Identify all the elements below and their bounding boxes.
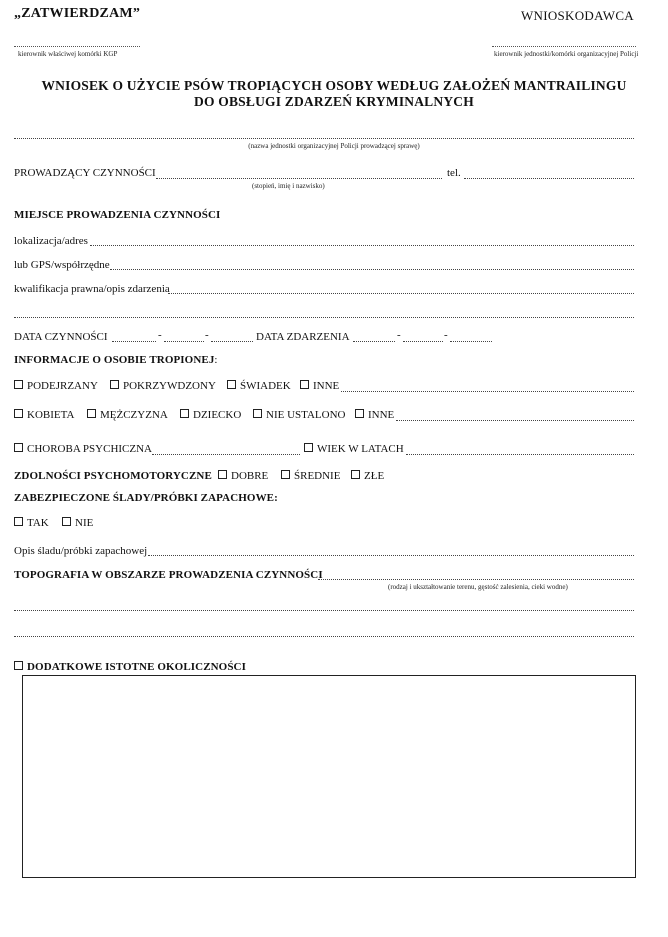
form-title-line1: WNIOSEK O UŻYCIE PSÓW TROPIĄCYCH OSOBY WEDŁUG ZAŁOŻEŃ MANTRAILINGU	[41, 78, 627, 93]
left-signature-caption: kierownik właściwej komórki KGP	[18, 50, 118, 58]
gender-other-field[interactable]	[396, 410, 634, 421]
activity-date-year[interactable]	[211, 331, 253, 342]
unit-name-caption: (nazwa jednostki organizacyjnej Policji prowadzącej sprawę)	[248, 142, 420, 150]
conducting-field[interactable]	[156, 168, 442, 179]
gender-option-label: NIE USTALONO	[266, 409, 346, 421]
activity-date-sep1: -	[158, 329, 162, 341]
topography-heading: TOPOGRAFIA W OBSZARZE PROWADZENIA CZYNNOŚCI	[14, 569, 323, 581]
additional-heading[interactable]	[14, 661, 246, 673]
checkbox-icon[interactable]	[300, 380, 309, 389]
event-date-label: DATA ZDARZENIA	[256, 331, 350, 343]
topography-field[interactable]	[318, 569, 634, 580]
right-signature-line[interactable]	[492, 46, 636, 47]
activity-date-month[interactable]	[164, 331, 204, 342]
checkbox-icon[interactable]	[351, 470, 360, 479]
age-label: WIEK W LATACH	[317, 443, 404, 455]
qualification-label: kwalifikacja prawna/opis zdarzenia	[14, 283, 170, 295]
gender-option-child[interactable]	[180, 409, 241, 421]
checkbox-icon[interactable]	[62, 517, 71, 526]
event-date-sep2: -	[444, 329, 448, 341]
qualification-field[interactable]	[168, 283, 634, 294]
activity-date-label: DATA CZYNNOŚCI	[14, 331, 108, 343]
unit-name-field[interactable]	[14, 128, 634, 139]
gender-option-label: DZIECKO	[193, 409, 242, 421]
checkbox-icon[interactable]	[253, 409, 262, 418]
role-option-label: PODEJRZANY	[27, 380, 98, 392]
psychomotor-option-bad[interactable]	[351, 470, 384, 482]
gender-option-woman[interactable]	[14, 409, 74, 421]
topography-caption: (rodzaj i ukształtowanie terenu, gęstość zalesienia, cieki wodne)	[388, 583, 568, 591]
topography-field-line2[interactable]	[14, 600, 634, 611]
qualification-field-line2[interactable]	[14, 307, 634, 318]
event-date-month[interactable]	[403, 331, 443, 342]
checkbox-icon[interactable]	[14, 380, 23, 389]
traces-option-label: NIE	[75, 517, 94, 529]
checkbox-icon[interactable]	[218, 470, 227, 479]
role-other-field[interactable]	[341, 381, 634, 392]
psychomotor-option-label: DOBRE	[231, 470, 269, 482]
gender-option-label: KOBIETA	[27, 409, 75, 421]
person-heading-text: INFORMACJE O OSOBIE TROPIONEJ	[14, 354, 215, 366]
traces-option-label: TAK	[27, 517, 49, 529]
checkbox-icon[interactable]	[14, 409, 23, 418]
location-label: lokalizacja/adres	[14, 235, 88, 247]
conducting-label: PROWADZĄCY CZYNNOŚCI	[14, 167, 156, 179]
illness-field[interactable]	[152, 444, 300, 455]
left-signature-line[interactable]	[14, 46, 140, 47]
tel-label: tel.	[447, 167, 461, 179]
trace-description-field[interactable]	[148, 545, 634, 556]
role-option-label: POKRZYWDZONY	[123, 380, 216, 392]
age-field[interactable]	[406, 444, 634, 455]
topography-field-line3[interactable]	[14, 626, 634, 637]
gender-option-other[interactable]	[355, 409, 394, 421]
role-option-witness[interactable]	[227, 380, 291, 392]
person-heading	[14, 354, 218, 366]
illness-label: CHOROBA PSYCHICZNA	[27, 443, 152, 455]
checkbox-icon[interactable]	[355, 409, 364, 418]
checkbox-icon[interactable]	[227, 380, 236, 389]
psychomotor-option-average[interactable]	[281, 470, 340, 482]
gps-field[interactable]	[110, 259, 634, 270]
traces-heading: ZABEZPIECZONE ŚLADY/PRÓBKI ZAPACHOWE:	[14, 492, 278, 504]
checkbox-icon[interactable]	[281, 470, 290, 479]
checkbox-icon[interactable]	[110, 380, 119, 389]
traces-option-yes[interactable]	[14, 517, 49, 529]
role-option-label: ŚWIADEK	[240, 380, 291, 392]
gender-option-label: INNE	[368, 409, 395, 421]
event-date-day[interactable]	[353, 331, 395, 342]
activity-date-day[interactable]	[112, 331, 156, 342]
psychomotor-option-good[interactable]	[218, 470, 268, 482]
gender-option-man[interactable]	[87, 409, 168, 421]
gender-option-label: MĘŻCZYZNA	[100, 409, 168, 421]
additional-heading-text: DODATKOWE ISTOTNE OKOLICZNOŚCI	[27, 661, 246, 673]
location-field[interactable]	[90, 235, 634, 246]
checkbox-icon[interactable]	[14, 661, 23, 670]
checkbox-icon[interactable]	[14, 443, 23, 452]
applicant-heading: WNIOSKODAWCA	[520, 8, 634, 23]
traces-option-no[interactable]	[62, 517, 93, 529]
place-heading: MIEJSCE PROWADZENIA CZYNNOŚCI	[14, 209, 221, 221]
right-signature-caption: kierownik jednostki/komórki organizacyjnej Policji	[494, 50, 639, 58]
psychomotor-option-label: ŚREDNIE	[294, 470, 341, 482]
role-option-victim[interactable]	[110, 380, 216, 392]
conducting-caption: (stopień, imię i nazwisko)	[252, 182, 325, 190]
checkbox-icon[interactable]	[87, 409, 96, 418]
role-option-other[interactable]	[300, 380, 339, 392]
activity-date-sep2: -	[205, 329, 209, 341]
checkbox-icon[interactable]	[304, 443, 313, 452]
age-option[interactable]	[304, 443, 404, 455]
person-heading-colon: :	[214, 354, 218, 366]
role-option-label: INNE	[313, 380, 340, 392]
gender-option-unknown[interactable]	[253, 409, 345, 421]
event-date-year[interactable]	[450, 331, 492, 342]
form-title-line2: DO OBSŁUGI ZDARZEŃ KRYMINALNYCH	[194, 94, 474, 109]
psychomotor-heading: ZDOLNOŚCI PSYCHOMOTORYCZNE	[14, 470, 212, 482]
illness-option[interactable]	[14, 443, 152, 455]
psychomotor-option-label: ZŁE	[364, 470, 385, 482]
role-option-suspect[interactable]	[14, 380, 98, 392]
additional-circumstances-box[interactable]	[22, 675, 636, 878]
tel-field[interactable]	[464, 168, 634, 179]
gps-label: lub GPS/współrzędne	[14, 259, 110, 271]
event-date-sep1: -	[397, 329, 401, 341]
form-title	[0, 78, 668, 110]
checkbox-icon[interactable]	[14, 517, 23, 526]
approve-heading: „ZATWIERDZAM”	[14, 6, 141, 21]
checkbox-icon[interactable]	[180, 409, 189, 418]
trace-description-label: Opis śladu/próbki zapachowej	[14, 545, 148, 557]
